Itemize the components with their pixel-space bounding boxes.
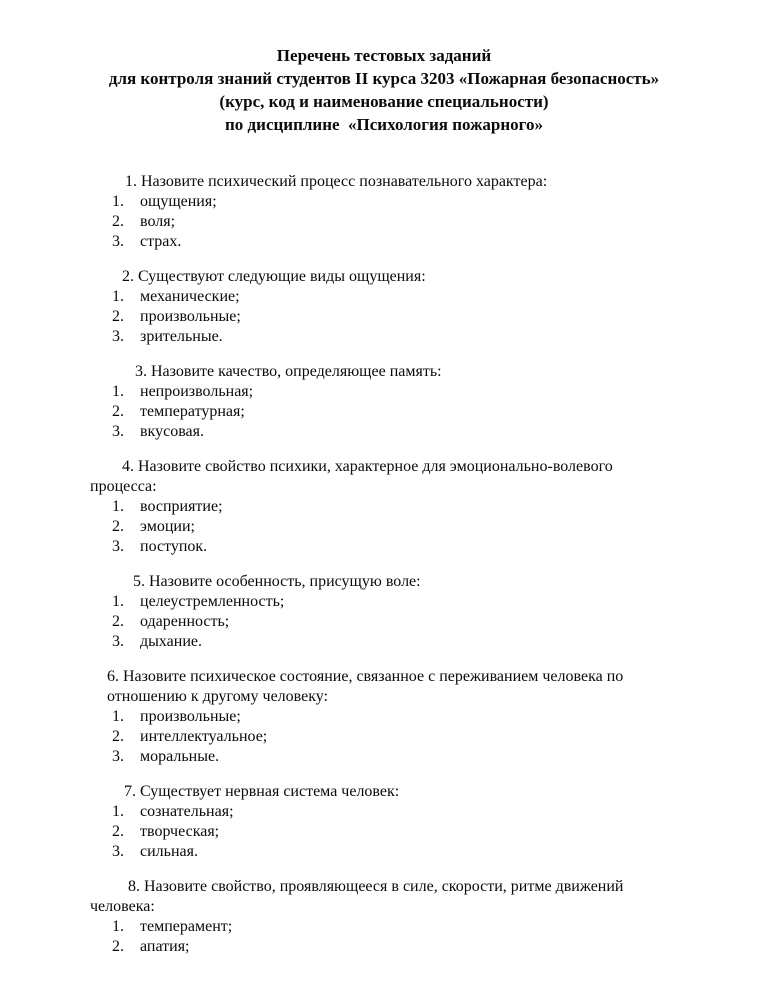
option-number: 3. xyxy=(112,633,124,650)
option-item xyxy=(90,497,702,517)
question-line: 1. Назовите психический процесс познавательного характера: xyxy=(125,173,548,190)
question-block-7 xyxy=(90,782,702,862)
options-list xyxy=(90,497,702,557)
option-number: 3. xyxy=(112,748,124,765)
option-number: 2. xyxy=(112,938,124,955)
option-number: 3. xyxy=(112,233,124,250)
option-text: зрительные. xyxy=(140,328,223,345)
option-item xyxy=(90,537,702,557)
option-text: произвольные; xyxy=(140,308,241,325)
title-line-2: для контроля знаний студентов II курса 3203 «Пожарная безопасность» xyxy=(108,69,660,88)
option-text: сильная. xyxy=(140,843,198,860)
option-number: 3. xyxy=(112,538,124,555)
option-text: ощущения; xyxy=(140,193,217,210)
question-text xyxy=(90,457,702,497)
question-line: 5. Назовите особенность, присущую воле: xyxy=(133,573,421,590)
option-item xyxy=(90,802,702,822)
option-item xyxy=(90,422,702,442)
title-line-3: (курс, код и наименование специальности) xyxy=(219,92,549,111)
option-item xyxy=(90,917,702,937)
option-number: 2. xyxy=(112,728,124,745)
option-item xyxy=(90,592,702,612)
option-text: моральные. xyxy=(140,748,220,765)
options-list xyxy=(90,707,702,767)
title-line-4: по дисциплине «Психология пожарного» xyxy=(225,115,543,134)
title-line-1: Перечень тестовых заданий xyxy=(276,46,492,65)
option-item xyxy=(90,707,702,727)
question-text xyxy=(90,572,702,592)
option-text: целеустремленность; xyxy=(140,593,285,610)
option-number: 2. xyxy=(112,613,124,630)
question-text xyxy=(90,782,702,802)
option-item xyxy=(90,232,702,252)
option-text: произвольные; xyxy=(140,708,241,725)
question-block-1 xyxy=(90,172,702,252)
question-block-8 xyxy=(90,877,702,957)
question-block-6 xyxy=(90,667,702,767)
question-line: 7. Существует нервная система человек: xyxy=(124,783,400,800)
option-number: 1. xyxy=(112,918,124,935)
option-text: эмоции; xyxy=(140,518,195,535)
options-list xyxy=(90,592,702,652)
option-text: непроизвольная; xyxy=(140,383,254,400)
question-text xyxy=(90,267,702,287)
option-number: 2. xyxy=(112,403,124,420)
option-text: темперамент; xyxy=(140,918,233,935)
option-number: 2. xyxy=(112,518,124,535)
option-text: интеллектуальное; xyxy=(140,728,268,745)
question-text xyxy=(90,667,702,707)
question-block-3 xyxy=(90,362,702,442)
option-item xyxy=(90,747,702,767)
option-item xyxy=(90,822,702,842)
option-text: одаренность; xyxy=(140,613,230,630)
options-list xyxy=(90,192,702,252)
option-item xyxy=(90,937,702,957)
option-number: 1. xyxy=(112,708,124,725)
option-text: страх. xyxy=(140,233,182,250)
option-item xyxy=(90,727,702,747)
option-text: температурная; xyxy=(140,403,245,420)
option-text: апатия; xyxy=(140,938,190,955)
option-item xyxy=(90,287,702,307)
option-text: воля; xyxy=(140,213,176,230)
option-number: 1. xyxy=(112,498,124,515)
option-number: 2. xyxy=(112,823,124,840)
question-block-5 xyxy=(90,572,702,652)
question-block-2 xyxy=(90,267,702,347)
option-item xyxy=(90,382,702,402)
question-line: 6. Назовите психическое состояние, связанное с переживанием человека по xyxy=(107,668,624,685)
option-number: 3. xyxy=(112,843,124,860)
option-text: вкусовая. xyxy=(140,423,205,440)
option-number: 2. xyxy=(112,213,124,230)
option-text: сознательная; xyxy=(140,803,234,820)
question-line: 2. Существуют следующие виды ощущения: xyxy=(122,268,426,285)
question-line: 4. Назовите свойство психики, характерное для эмоционально-волевого xyxy=(122,458,613,475)
option-item xyxy=(90,192,702,212)
option-item xyxy=(90,307,702,327)
document-title xyxy=(0,44,768,136)
option-text: творческая; xyxy=(140,823,220,840)
option-text: восприятие; xyxy=(140,498,223,515)
option-number: 1. xyxy=(112,593,124,610)
option-text: поступок. xyxy=(140,538,208,555)
option-item xyxy=(90,402,702,422)
option-number: 3. xyxy=(112,328,124,345)
question-text xyxy=(90,172,702,192)
option-item xyxy=(90,632,702,652)
question-line: 8. Назовите свойство, проявляющееся в силе, скорости, ритме движений xyxy=(128,878,624,895)
option-text: механические; xyxy=(140,288,240,305)
options-list xyxy=(90,382,702,442)
options-list xyxy=(90,917,702,957)
option-number: 1. xyxy=(112,803,124,820)
question-line: процесса: xyxy=(90,478,157,495)
option-item xyxy=(90,612,702,632)
options-list xyxy=(90,287,702,347)
option-number: 3. xyxy=(112,423,124,440)
option-number: 1. xyxy=(112,288,124,305)
option-item xyxy=(90,327,702,347)
question-line: отношению к другому человеку: xyxy=(107,688,329,705)
option-item xyxy=(90,842,702,862)
option-item xyxy=(90,212,702,232)
options-list xyxy=(90,802,702,862)
option-number: 1. xyxy=(112,383,124,400)
option-text: дыхание. xyxy=(140,633,203,650)
option-item xyxy=(90,517,702,537)
question-text xyxy=(90,362,702,382)
question-list xyxy=(90,172,702,957)
option-number: 2. xyxy=(112,308,124,325)
question-block-4 xyxy=(90,457,702,557)
option-number: 1. xyxy=(112,193,124,210)
question-text xyxy=(90,877,702,917)
question-line: 3. Назовите качество, определяющее память: xyxy=(135,363,442,380)
question-line: человека: xyxy=(90,898,155,915)
